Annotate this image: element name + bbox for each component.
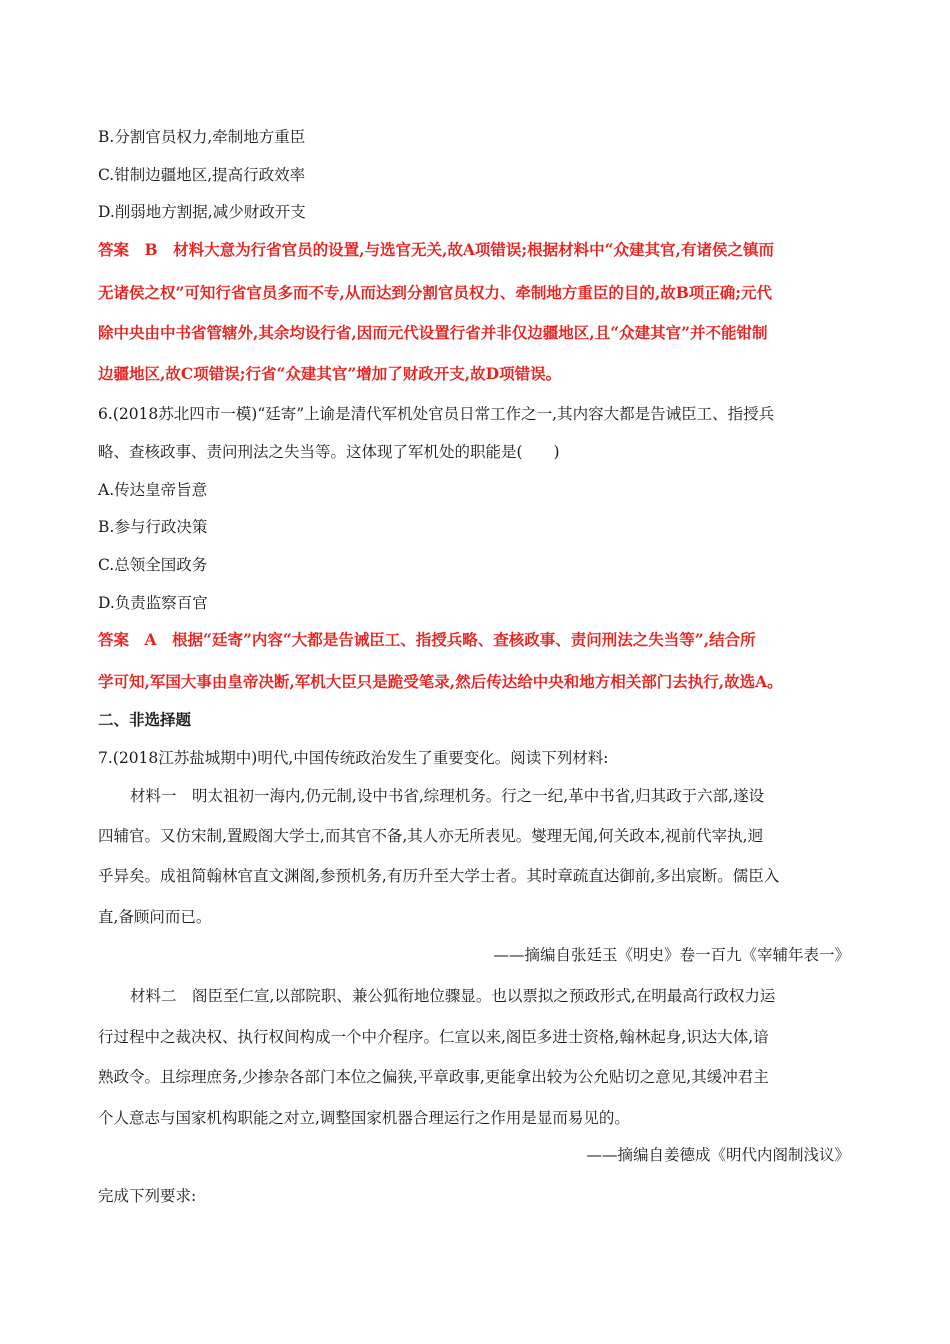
q6-option-d: D.负责监察百官 [98, 594, 208, 612]
q7-material2-line: 行过程中之裁决权、执行权间构成一个中介程序。仁宣以来,阁臣多进士资格,翰林起身,识达大体,谙 [98, 1028, 769, 1046]
q6-option-c: C.总领全国政务 [98, 556, 208, 574]
q7-material1-line: 乎异矣。成祖简翰林官直文渊阁,参预机务,有历升至大学士者。其时章疏直达御前,多出宸断。儒臣入 [98, 867, 780, 885]
q7-material1-line: 材料一 明太祖初一海内,仍元制,设中书省,综理机务。行之一纪,革中书省,归其政于六部,遂设 [130, 787, 765, 805]
q6-option-a: A.传达皇帝旨意 [98, 481, 208, 499]
section-title: 二、非选择题 [98, 711, 192, 729]
q7-material2-line: 材料二 阁臣至仁宣,以部院职、兼公狐衔地位骤显。也以票拟之预政形式,在明最高行政权力运 [130, 987, 776, 1005]
q7-material1-line: 直,备顾问而已。 [98, 908, 212, 926]
q5-option-d: D.削弱地方割据,减少财政开支 [98, 203, 306, 221]
q5-option-b: B.分割官员权力,牵制地方重臣 [98, 128, 306, 146]
q5-answer-line: 边疆地区,故C项错误;行省“众建其官”增加了财政开支,故D项错误。 [98, 364, 562, 383]
q7-material2-line: 熟政令。且综理庶务,少掺杂各部门本位之偏狭,平章政事,更能拿出较为公允贴切之意见,其缓冲君主 [98, 1068, 769, 1086]
q5-option-c: C.钳制边疆地区,提高行政效率 [98, 166, 306, 184]
q6-option-b: B.参与行政决策 [98, 518, 208, 536]
q6-stem-line: 6.(2018苏北四市一模)“廷寄”上谕是清代军机处官员日常工作之一,其内容大都是告诫臣工、指授兵 [98, 405, 775, 423]
q7-material1-source: ——摘编自张廷玉《明史》卷一百九《宰辅年表一》 [493, 946, 850, 964]
q5-answer-line: 答案 B 材料大意为行省官员的设置,与选官无关,故A项错误;根据材料中“众建其官,有诸侯之镇而 [98, 240, 774, 259]
q7-material2-line: 个人意志与国家机构职能之对立,调整国家机器合理运行之作用是显而易见的。 [98, 1109, 630, 1127]
q7-material2-source: ——摘编自姜德成《明代内阁制浅议》 [586, 1146, 850, 1164]
q6-answer-line: 答案 A 根据“廷寄”内容“大都是告诫臣工、指授兵略、查核政事、责问刑法之失当等”,结合所 [98, 630, 756, 649]
q7-requirement: 完成下列要求: [98, 1187, 197, 1205]
q7-stem: 7.(2018江苏盐城期中)明代,中国传统政治发生了重要变化。阅读下列材料: [98, 749, 609, 767]
q7-material1-line: 四辅官。又仿宋制,置殿阁大学士,而其官不备,其人亦无所表见。燮理无闻,何关政本,视前代宰执,迥 [98, 827, 764, 845]
q5-answer-line: 除中央由中书省管辖外,其余均设行省,因而元代设置行省并非仅边疆地区,且“众建其官”并不能钳制 [98, 323, 768, 342]
q5-answer-line: 无诸侯之权”可知行省官员多而不专,从而达到分割官员权力、牵制地方重臣的目的,故B项正确;元代 [98, 283, 773, 302]
q6-stem-line: 略、查核政事、责问刑法之失当等。这体现了军机处的职能是( ) [98, 443, 560, 461]
q6-answer-line: 学可知,军国大事由皇帝决断,军机大臣只是跪受笔录,然后传达给中央和地方相关部门去执行,故选A。 [98, 672, 783, 691]
